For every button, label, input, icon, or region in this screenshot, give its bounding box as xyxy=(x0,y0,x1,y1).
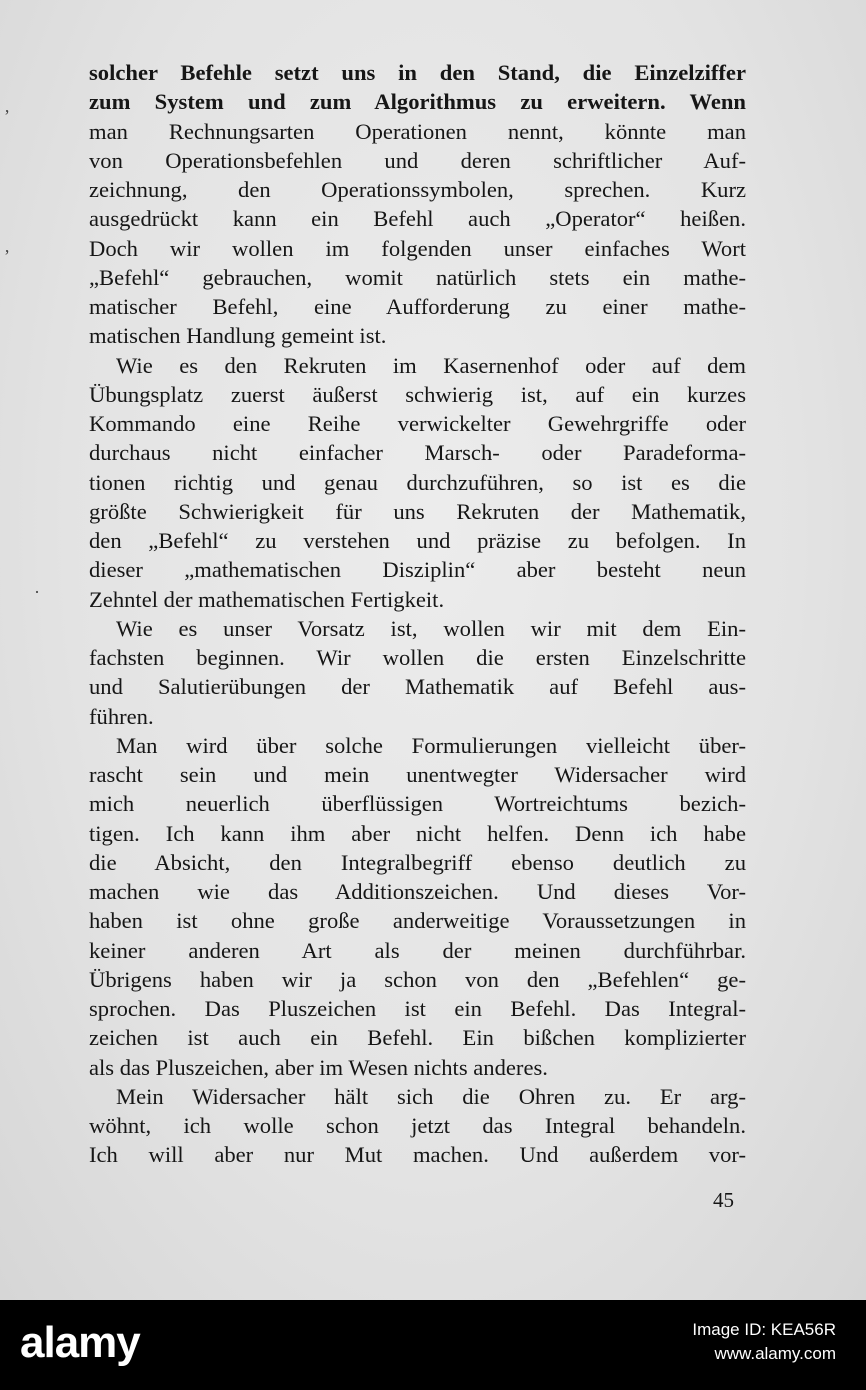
text-line: Zehntel der mathematischen Fertigkeit. xyxy=(89,586,445,612)
site-label: www.alamy.com xyxy=(714,1344,836,1363)
text-line: ausgedrückt kann ein Befehl auch „Operator“ heißen. xyxy=(89,206,746,232)
text-line: zeichnung, den Operationssymbolen, sprechen. Kurz xyxy=(89,177,746,202)
text-line: Kommando eine Reihe verwickelter Gewehrgriffe oder xyxy=(89,411,746,436)
text-line: Wie es unser Vorsatz ist, wollen wir mit dem Ein- xyxy=(116,615,746,641)
text-line: solcher Befehle setzt uns in den Stand, die Einzelziffer xyxy=(89,60,746,85)
text-line: man Rechnungsarten Operationen nennt, könnte man xyxy=(89,118,746,144)
image-id-label: Image ID: KEA56R xyxy=(692,1320,836,1339)
text-line: zeichen ist auch ein Befehl. Ein bißchen komplizierter xyxy=(89,1025,746,1051)
text-line: den „Befehl“ zu verstehen und präzise zu befolgen. In xyxy=(89,528,746,553)
text-line: keiner anderen Art als der meinen durchführbar. xyxy=(89,937,746,963)
text-line: Ich will aber nur Mut machen. Und außerdem vor- xyxy=(89,1142,746,1168)
text-line: Wie es den Rekruten im Kasernenhof oder auf dem xyxy=(116,352,746,378)
text-line: zum System und zum Algorithmus zu erweitern. Wenn xyxy=(89,89,746,115)
text-line: wöhnt, ich wolle schon jetzt das Integral behandeln. xyxy=(89,1113,746,1138)
text-line: tigen. Ich kann ihm aber nicht helfen. Denn ich habe xyxy=(89,820,746,846)
text-line: von Operationsbefehlen und deren schriftlicher Auf- xyxy=(89,147,746,173)
text-line: die Absicht, den Integralbegriff ebenso deutlich zu xyxy=(89,849,746,875)
text-line: dieser „mathematischen Disziplin“ aber besteht neun xyxy=(89,557,746,583)
text-line: matischen Handlung gemeint ist. xyxy=(89,323,387,349)
footer-logo: alamy xyxy=(20,1318,140,1367)
text-line: mich neuerlich überflüssigen Wortreichtums bezich- xyxy=(89,791,746,817)
text-line: haben ist ohne große anderweitige Voraussetzungen in xyxy=(89,908,746,934)
text-line: tionen richtig und genau durchzuführen, so ist es die xyxy=(89,469,746,495)
text-line: durchaus nicht einfacher Marsch- oder Paradeforma- xyxy=(89,440,746,466)
page-number: 45 xyxy=(713,1188,734,1212)
text-line: und Salutierübungen der Mathematik auf Befehl aus- xyxy=(89,674,746,700)
text-line: fachsten beginnen. Wir wollen die ersten Einzelschritte xyxy=(89,645,746,670)
body-text xyxy=(89,58,746,1170)
text-line: größte Schwierigkeit für uns Rekruten der Mathematik, xyxy=(89,498,746,524)
text-line: Man wird über solche Formulierungen vielleicht über- xyxy=(116,732,746,758)
text-line: Übrigens haben wir ja schon von den „Befehlen“ ge- xyxy=(89,966,746,992)
text-line: machen wie das Additionszeichen. Und dieses Vor- xyxy=(89,879,746,904)
text-line: matischer Befehl, eine Aufforderung zu einer mathe- xyxy=(89,294,746,319)
margin-mark: ‚ xyxy=(4,96,10,116)
margin-mark: ‚ xyxy=(4,236,10,256)
text-line: Übungsplatz zuerst äußerst schwierig ist, auf ein kurzes xyxy=(89,381,746,407)
text-line: rascht sein und mein unentwegter Widersacher wird xyxy=(89,762,746,787)
text-line: Doch wir wollen im folgenden unser einfaches Wort xyxy=(89,235,746,261)
footer-credit xyxy=(692,1318,836,1366)
text-line: als das Pluszeichen, aber im Wesen nichts anderes. xyxy=(89,1054,548,1080)
text-line: „Befehl“ gebrauchen, womit natürlich stets ein mathe- xyxy=(89,264,746,290)
text-line: Mein Widersacher hält sich die Ohren zu. Er arg- xyxy=(116,1083,746,1109)
text-line: sprochen. Das Pluszeichen ist ein Befehl. Das Integral- xyxy=(89,996,746,1021)
margin-mark: · xyxy=(34,582,40,602)
text-line: führen. xyxy=(89,703,154,729)
